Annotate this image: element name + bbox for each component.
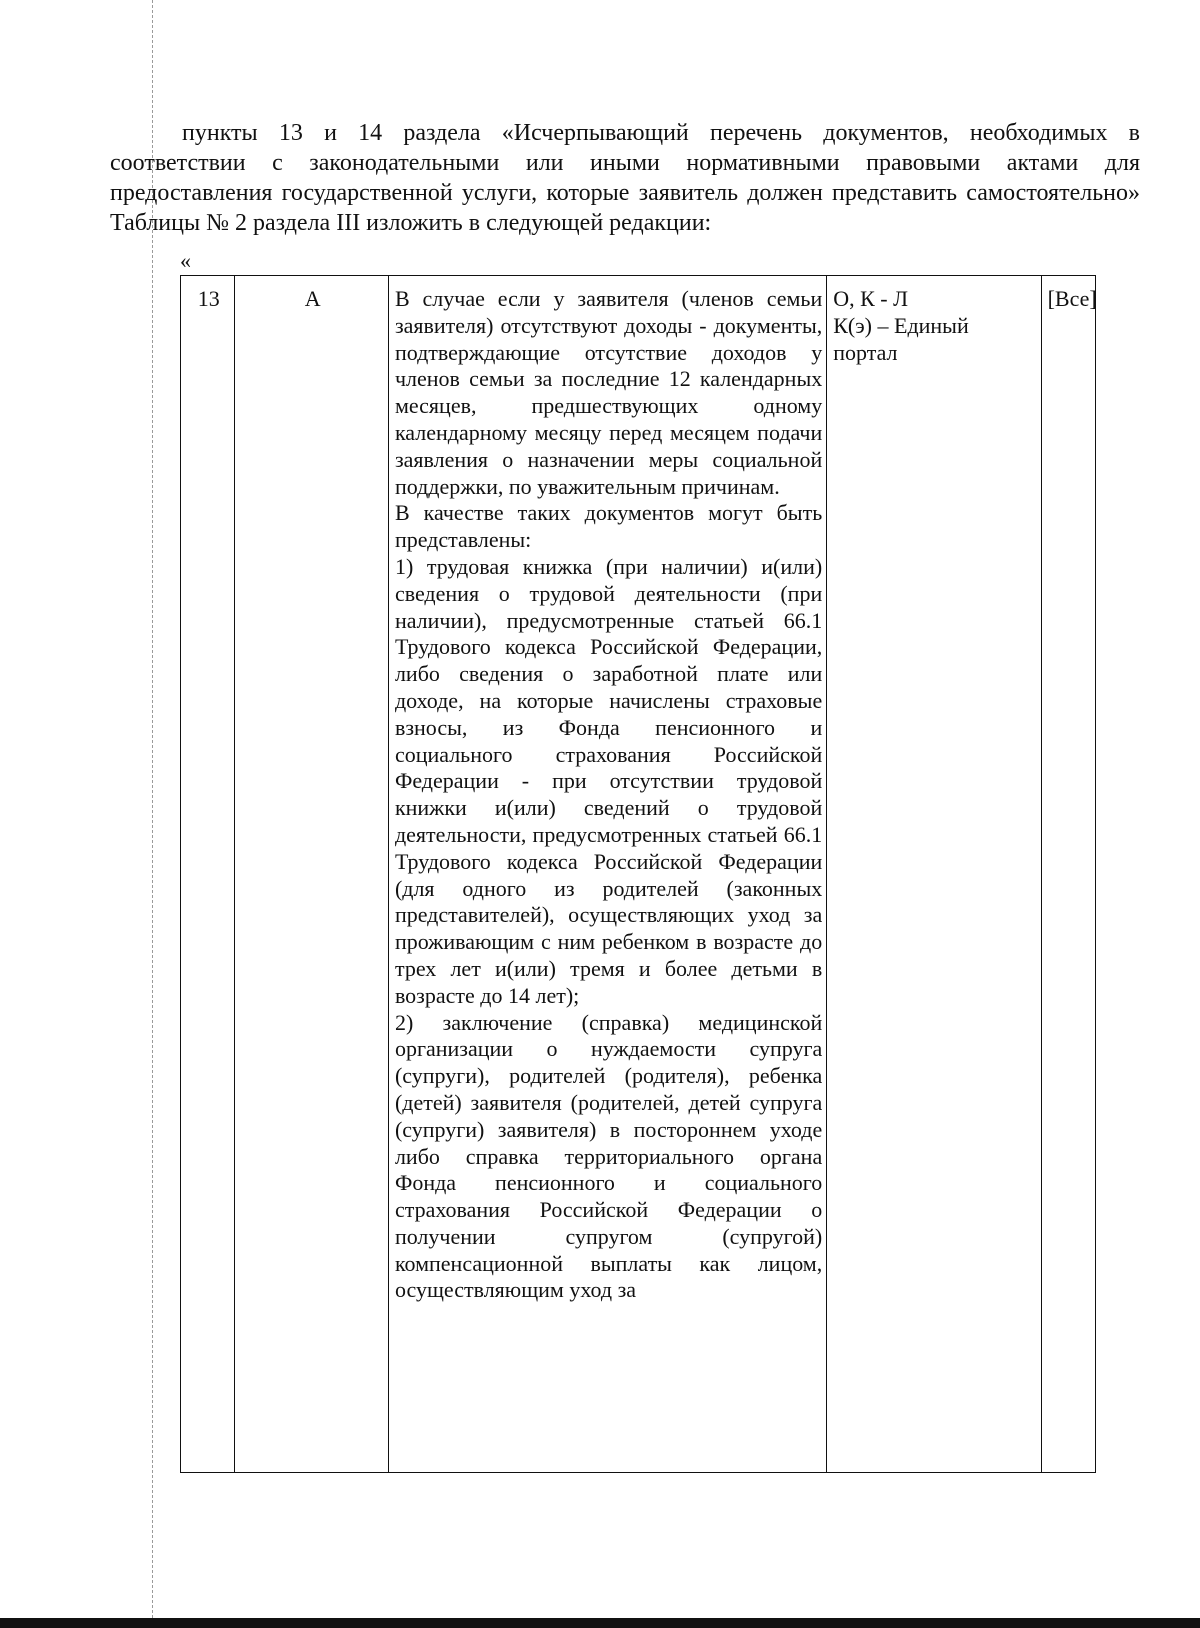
row-description-cell [388, 276, 826, 1473]
submission-line: К(э) – Единый портал [833, 312, 969, 365]
row-number-cell: 13 [181, 276, 235, 1473]
description-paragraph: 1) трудовая книжка (при наличии) и(или) сведения о трудовой деятельности (при наличии), предусмотренные статьей 66.1 Трудового кодекса Российской Федерации, либо сведения о заработной плате или доходе, на которые начислены страховые взносы, из Фонда пенсионного и социального страхования Российской Федерации - при отсутствии трудовой книжки и(или) сведений о трудовой деятельности, предусмотренных статьей 66.1 Трудового кодекса Российской Федерации (для одного из родителей (законных представителей), осуществляющих уход за проживающим с ним ребенком в возрасте до трех лет и(или) тремя и более детьми в возрасте до 14 лет); [394, 553, 823, 1008]
intro-paragraph: пункты 13 и 14 раздела «Исчерпывающий перечень документов, необходимых в соответствии с законодательными или иными нормативными правовыми актами для предоставления государственной услуги, которые заявитель должен представить самостоятельно» Таблицы № 2 раздела III изложить в следующей редакции: [110, 120, 1140, 236]
table-row [181, 276, 1096, 1473]
opening-quote-mark: « [180, 248, 191, 273]
description-paragraph: В качестве таких документов могут быть представлены: [394, 500, 823, 553]
submission-line: О, К - Л [833, 286, 909, 311]
row-submission-cell [827, 276, 1041, 1473]
scan-margin-line [152, 0, 153, 1628]
description-paragraph: В случае если у заявителя (членов семьи заявителя) отсутствуют доходы - документы, подтверждающие отсутствие доходов у членов семьи за последние 12 календарных месяцев, предшествующих одному календарному месяцу перед месяцем подачи заявления о назначении меры социальной поддержки, по уважительным причинам. [394, 286, 823, 499]
description-paragraph: 2) заключение (справка) медицинской организации о нуждаемости супруга (супруги), родителей (родителя), ребенка (детей) заявителя (родителей, детей супруга (супруги) заявителя) в постороннем уходе либо справка территориального органа Фонда пенсионного и социального страхования Российской Федерации о получении супругом (супругой) компенсационной выплаты как лицом, осуществляющим уход за [394, 1009, 823, 1303]
row-category-cell: [Все] [1041, 276, 1095, 1473]
documents-table [180, 275, 1096, 1473]
scan-bottom-edge [0, 1618, 1200, 1628]
row-letter-cell: А [235, 276, 389, 1473]
